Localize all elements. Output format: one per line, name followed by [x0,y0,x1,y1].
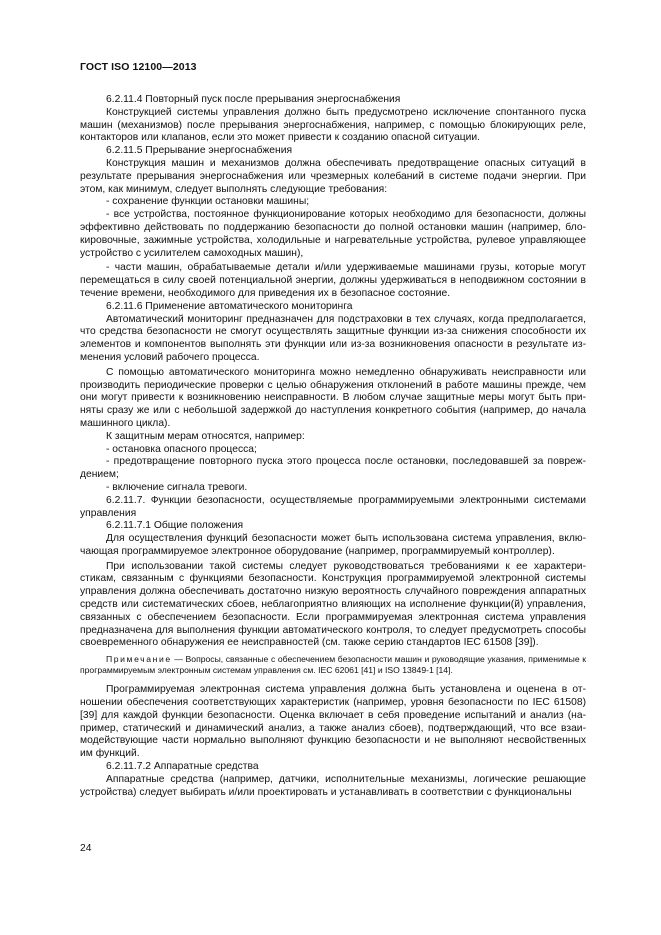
list-item: - включение сигнала тревоги. [106,481,248,493]
paragraph: Автоматический мониторинг предназначен для подстраховки в тех случаях, когда предполагается, что средства безопасности не смогут осуществлять защитные функции из-за снижения способности их элементов и компонентов выполнять эти функции или из-за возникновения опасности в результате изменения условий рабочего процесса. [80,313,586,363]
section-heading-6-2-11-4: 6.2.11.4 Повторный пуск после прерывания энергоснабжения [106,94,401,105]
list-item: - предотвращение повторного пуска этого процесса после остановки, последовавшей за повреждением; [80,456,586,481]
paragraph: При использовании такой системы следует руководствоваться требованиями к ее характеристикам, связанным с функциями безопасности. Конструкция программируемой электронной системы управления должна обеспечивать достаточно низкую вероятность случайного повреждения аппаратных средств или систематических сбоев, неблагоприятно влияющих на исполнение функции(й) управления, связанных с обеспечением безопасности. Если программируемая электронная система управления предназначена для выполнения функции автоматического контроля, то следует предусмотреть способы своевременного обнаружения ее неисправностей (см. также серию стандартов IEC 61508 [39]). [80,560,586,649]
section-heading-6-2-11-7: 6.2.11.7. Функции безопасности, осуществляемые программируемыми электронными системами управления [80,494,586,519]
section-heading-6-2-11-5: 6.2.11.5 Прерывание энергоснабжения [106,145,293,157]
note-text: — Вопросы, связанные с обеспечением безопасности машин и руководящие указания, применимые к программируемым электронным системам управления см. IEC 62061 [41] и ISO 13849-1 [14]. [80,654,586,676]
paragraph: Конструкцией системы управления должно быть предусмотрено исключение спонтанного пуска машин (механизмов) после прерывания энергоснабжения, например, с помощью блокирующих реле, контакторов или клапанов, если это может привести к созданию опасной ситуации. [80,106,586,144]
paragraph: Программируемая электронная система управления должна быть установлена и оценена в отношении обеспечения соответствующих характеристик (например, уровня безопасности по IEC 61508) [39] для каждой функции безопасности. Оценка включает в себя проведение испытаний и анализ (например, статический и динамический анализ, а также анализ сбоев), подтверждающий, что все взаимодействующие части нормально выполняют функцию безопасности и не выполняют несвойственных им функций. [80,684,586,760]
page-body [80,94,586,799]
paragraph: Аппаратные средства (например, датчики, исполнительные механизмы, логические решающие устройства) следует выбирать и/или проектировать и устанавливать в соответствии с функциональны [80,773,586,798]
list-item: - все устройства, постоянное функционирование которых необходимо для безопасности, должны эффективно действовать по поддержанию безопасности до полной остановки машин (например, блокировочные, зажимные устройства, холодильные и нагревательные устройства, рулевое управляющее устройство с усилителем самоходных машин), [80,209,586,259]
list-item: - сохранение функции остановки машины; [106,196,310,208]
list-item: - части машин, обрабатываемые детали и/или удерживаемые машинами грузы, которые могут перемещаться в силу своей потенциальной энергии, должны удерживаться в неподвижном состоянии в течение времени, необходимого для приведения их в безопасное состояние. [80,262,586,299]
page-header: ГОСТ ISO 12100—2013 [80,61,197,73]
note [80,654,586,676]
section-heading-6-2-11-7-1: 6.2.11.7.1 Общие положения [106,520,244,532]
section-heading-6-2-11-6: 6.2.11.6 Применение автоматического мониторинга [106,300,353,312]
paragraph: С помощью автоматического мониторинга можно немедленно обнаруживать неисправности или производить периодические проверки с целью обнаружения отклонений в работе машины прежде, чем они могут привести к возникновению неисправности. В любом случае защитные меры могут быть приняты сразу же или с небольшой задержкой до наступления конкретного события (например, до начала машинного цикла). [80,366,586,429]
section-heading-6-2-11-7-2: 6.2.11.7.2 Аппаратные средства [106,761,259,773]
paragraph: К защитным мерам относятся, например: [106,430,305,442]
paragraph: Для осуществления функций безопасности может быть использована система управления, включающая программируемое электронное оборудование (например, программируемый контроллер). [80,533,586,557]
list-item: - остановка опасного процесса; [106,443,257,455]
note-label: Примечание [106,654,172,665]
paragraph: Конструкция машин и механизмов должна обеспечивать предотвращение опасных ситуаций в результате прерывания энергоснабжения или чрезмерных колебаний в системе подачи энергии. При этом, как минимум, следует выполнять следующие требования: [80,157,586,195]
page-number: 24 [80,843,92,854]
